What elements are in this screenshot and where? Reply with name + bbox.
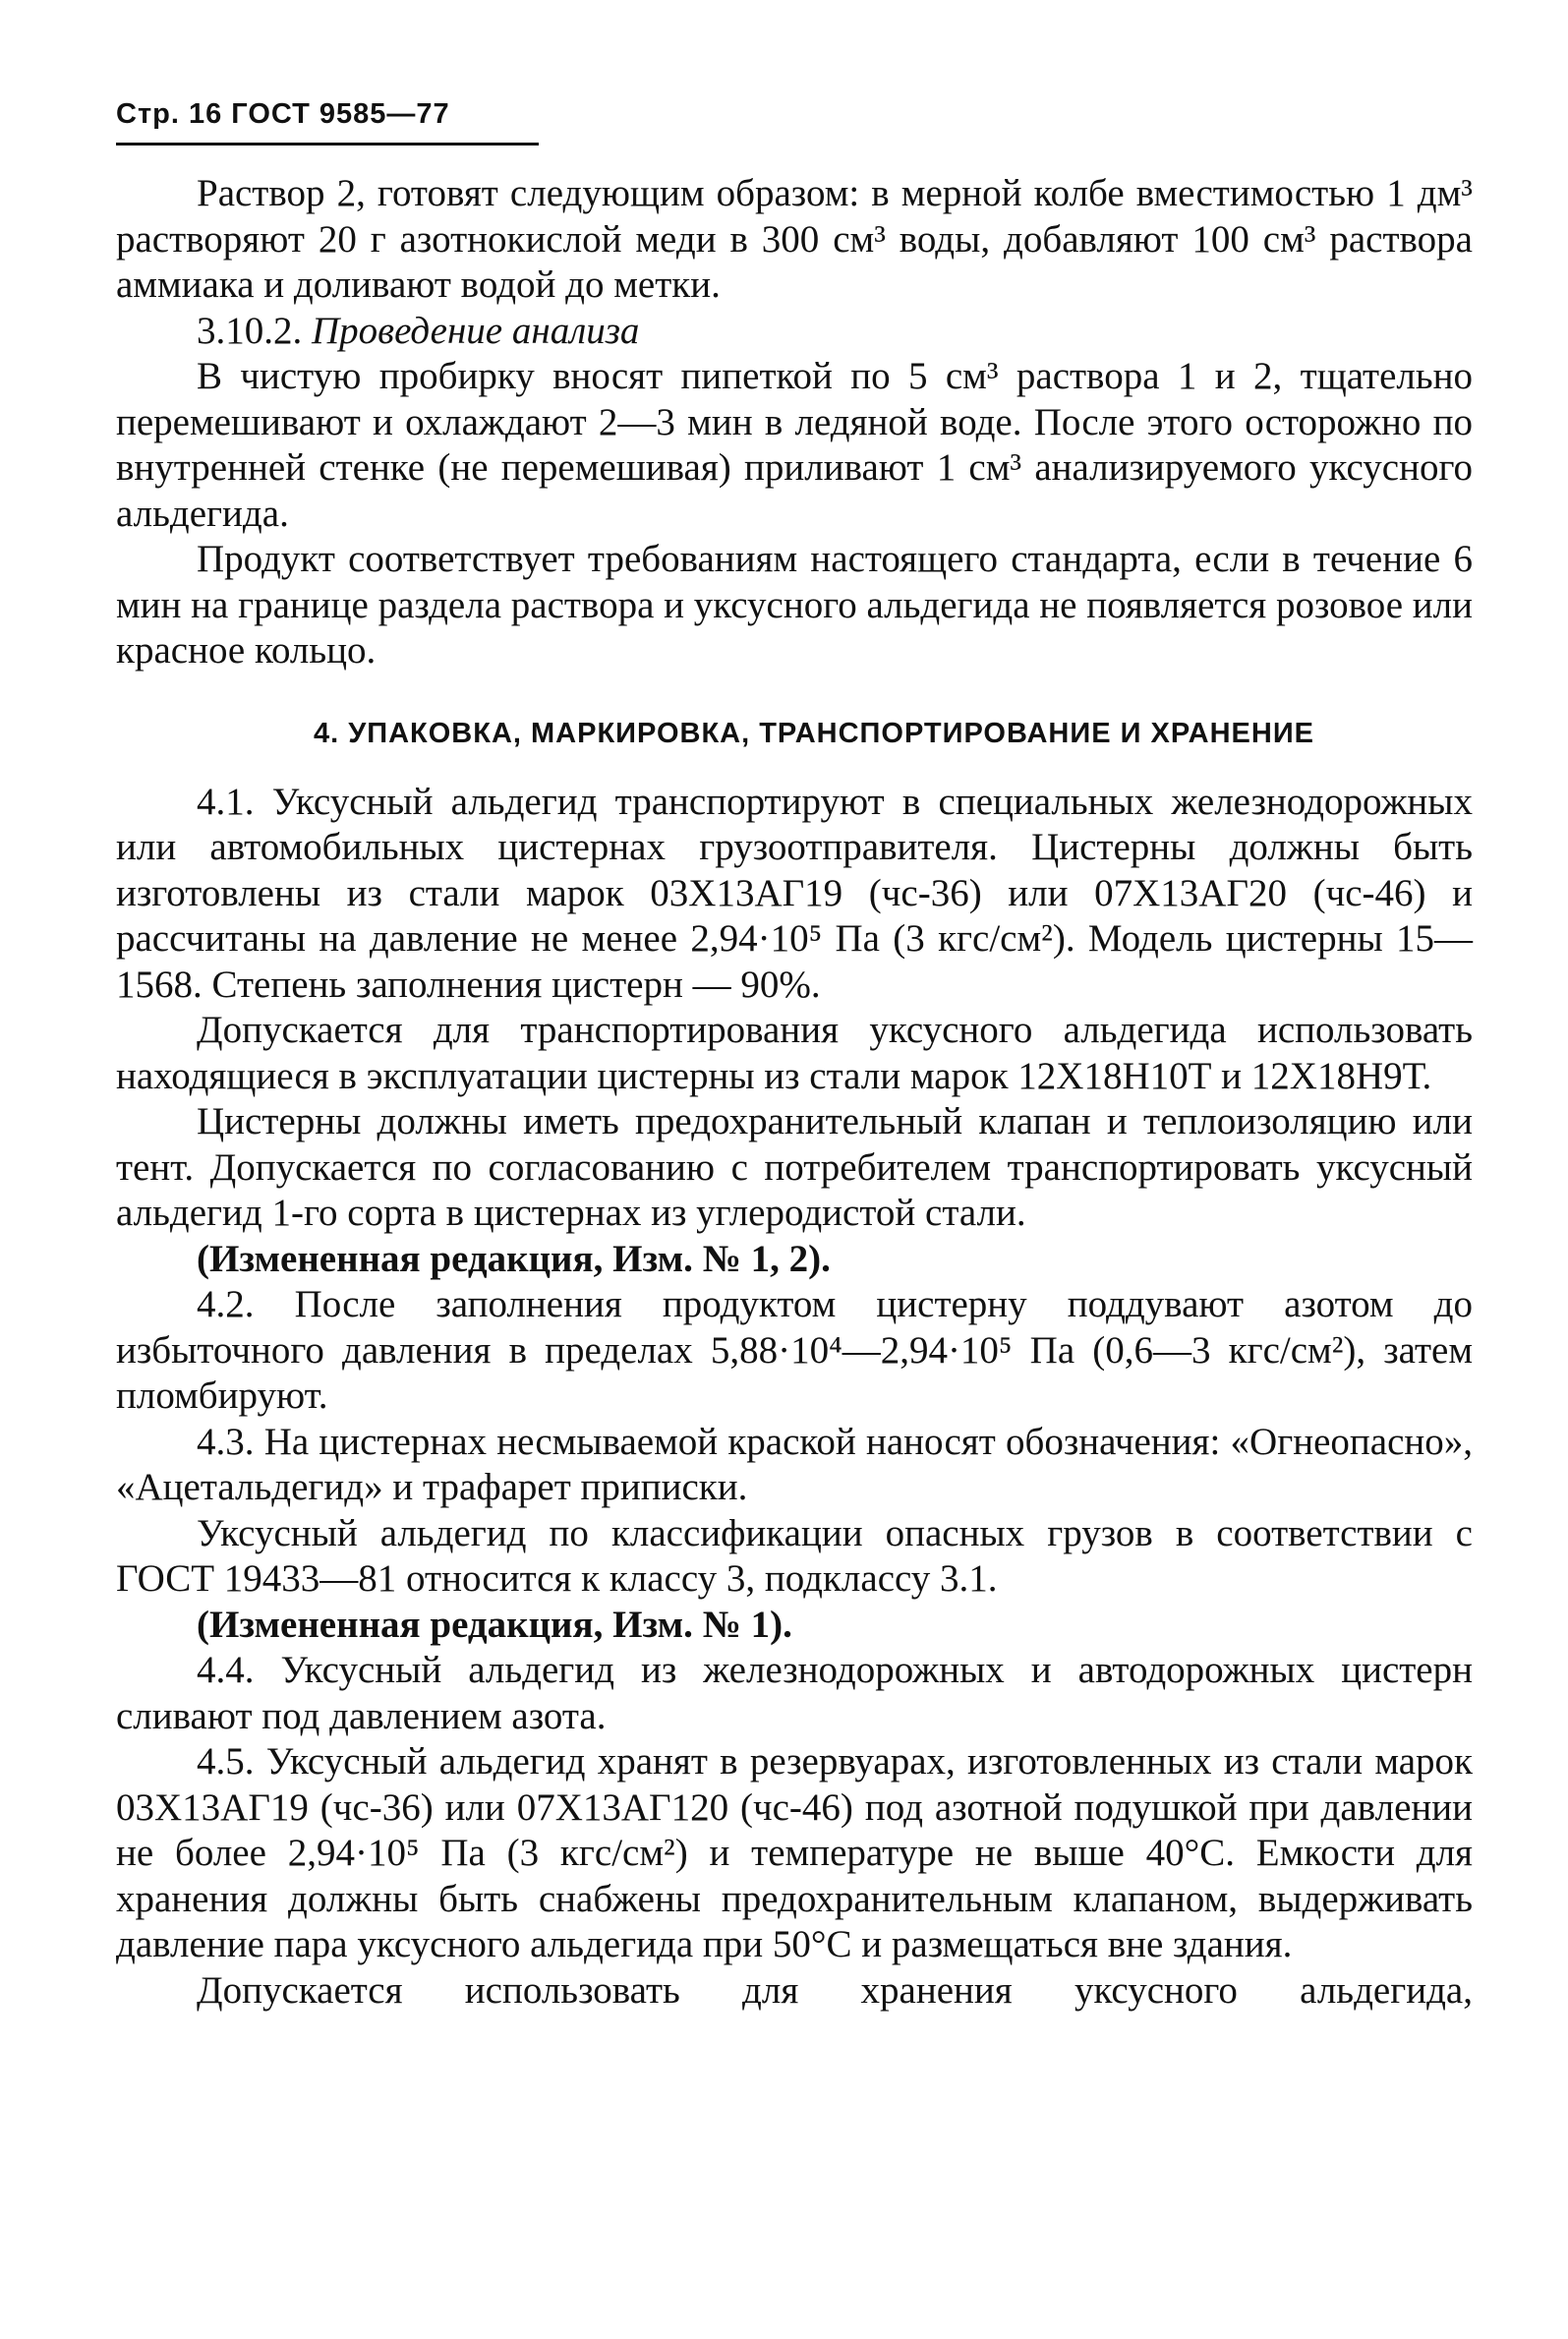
- paragraph-4-3: 4.3. На цистернах несмываемой краской наносят обозначения: «Огнеопасно», «Ацетальдегид» и трафарет приписки.: [116, 1420, 1473, 1508]
- paragraph-4-1: 4.1. Уксусный альдегид транспортируют в специальных железнодорожных или автомобильных цистернах грузоотправителя. Цистерны должны быть изготовлены из стали марок 03Х13АГ19 (чс-36) или 07Х13АГ20 (чс-46) и рассчитаны на давление не менее 2,94·10⁵ Па (3 кгс/см²). Модель цистерны 15—1568. Степень заполнения цистерн — 90%.: [116, 780, 1473, 1006]
- paragraph-4-2: 4.2. После заполнения продуктом цистерну поддувают азотом до избыточного давления в пределах 5,88·10⁴—2,94·10⁵ Па (0,6—3 кгс/см²), затем пломбируют.: [116, 1283, 1473, 1417]
- subsection-number: 3.10.2.: [197, 309, 303, 352]
- amendment-note: (Измененная редакция, Изм. № 1, 2).: [197, 1237, 831, 1280]
- page-header: Стр. 16 ГОСТ 9585—77: [116, 98, 450, 130]
- paragraph-analysis: В чистую пробирку вносят пипеткой по 5 см³ раствора 1 и 2, тщательно перемешивают и охлаждают 2—3 мин в ледяной воде. После этого осторожно по внутренней стенке (не перемешивая) приливают 1 см³ анализируемого уксусного альдегида.: [116, 355, 1473, 535]
- paragraph-classification: Уксусный альдегид по классификации опасных грузов в соответствии с ГОСТ 19433—81 относится к классу 3, подклассу 3.1.: [116, 1511, 1473, 1600]
- subsection-title: Проведение анализа: [312, 309, 640, 352]
- paragraph-solution-2: Раствор 2, готовят следующим образом: в мерной колбе вместимостью 1 дм³ растворяют 20 г азотнокислой меди в 300 см³ воды, добавляют 100 см³ раствора аммиака и доливают водой до метки.: [116, 172, 1473, 306]
- paragraph-conformity: Продукт соответствует требованиям настоящего стандарта, если в течение 6 мин на границе раздела раствора и уксусного альдегида не появляется розовое или красное кольцо.: [116, 538, 1474, 672]
- paragraph-storage-continued: Допускается использовать для хранения уксусного альдегида,: [197, 1968, 1473, 2012]
- amendment-note-2: (Измененная редакция, Изм. № 1).: [197, 1603, 792, 1646]
- paragraph-4-5: 4.5. Уксусный альдегид хранят в резервуарах, изготовленных из стали марок 03Х13АГ19 (чс-36) или 07Х13АГ120 (чс-46) под азотной подушкой при давлении не более 2,94·10⁵ Па (3 кгс/см²) и температуре не выше 40°С. Емкости для хранения должны быть снабжены предохранительным клапаном, выдерживать давление пара уксусного альдегида при 50°С и размещаться вне здания.: [116, 1740, 1473, 1965]
- paragraph-4-4: 4.4. Уксусный альдегид из железнодорожных и автодорожных цистерн сливают под давлением азота.: [116, 1649, 1473, 1737]
- subsection-heading: [116, 309, 1473, 355]
- section-heading: 4. УПАКОВКА, МАРКИРОВКА, ТРАНСПОРТИРОВАНИЕ И ХРАНЕНИЕ: [313, 717, 1315, 749]
- header-divider: [116, 143, 539, 146]
- paragraph-tank-requirements: Цистерны должны иметь предохранительный клапан и теплоизоляцию или тент. Допускается по согласованию с потребителем транспортировать уксусный альдегид 1-го сорта в цистернах из углеродистой стали.: [116, 1100, 1473, 1234]
- document-page: [116, 98, 1473, 2014]
- paragraph-allowed-tanks: Допускается для транспортирования уксусного альдегида использовать находящиеся в эксплуатации цистерны из стали марок 12Х18Н10Т и 12Х18Н9Т.: [116, 1009, 1473, 1097]
